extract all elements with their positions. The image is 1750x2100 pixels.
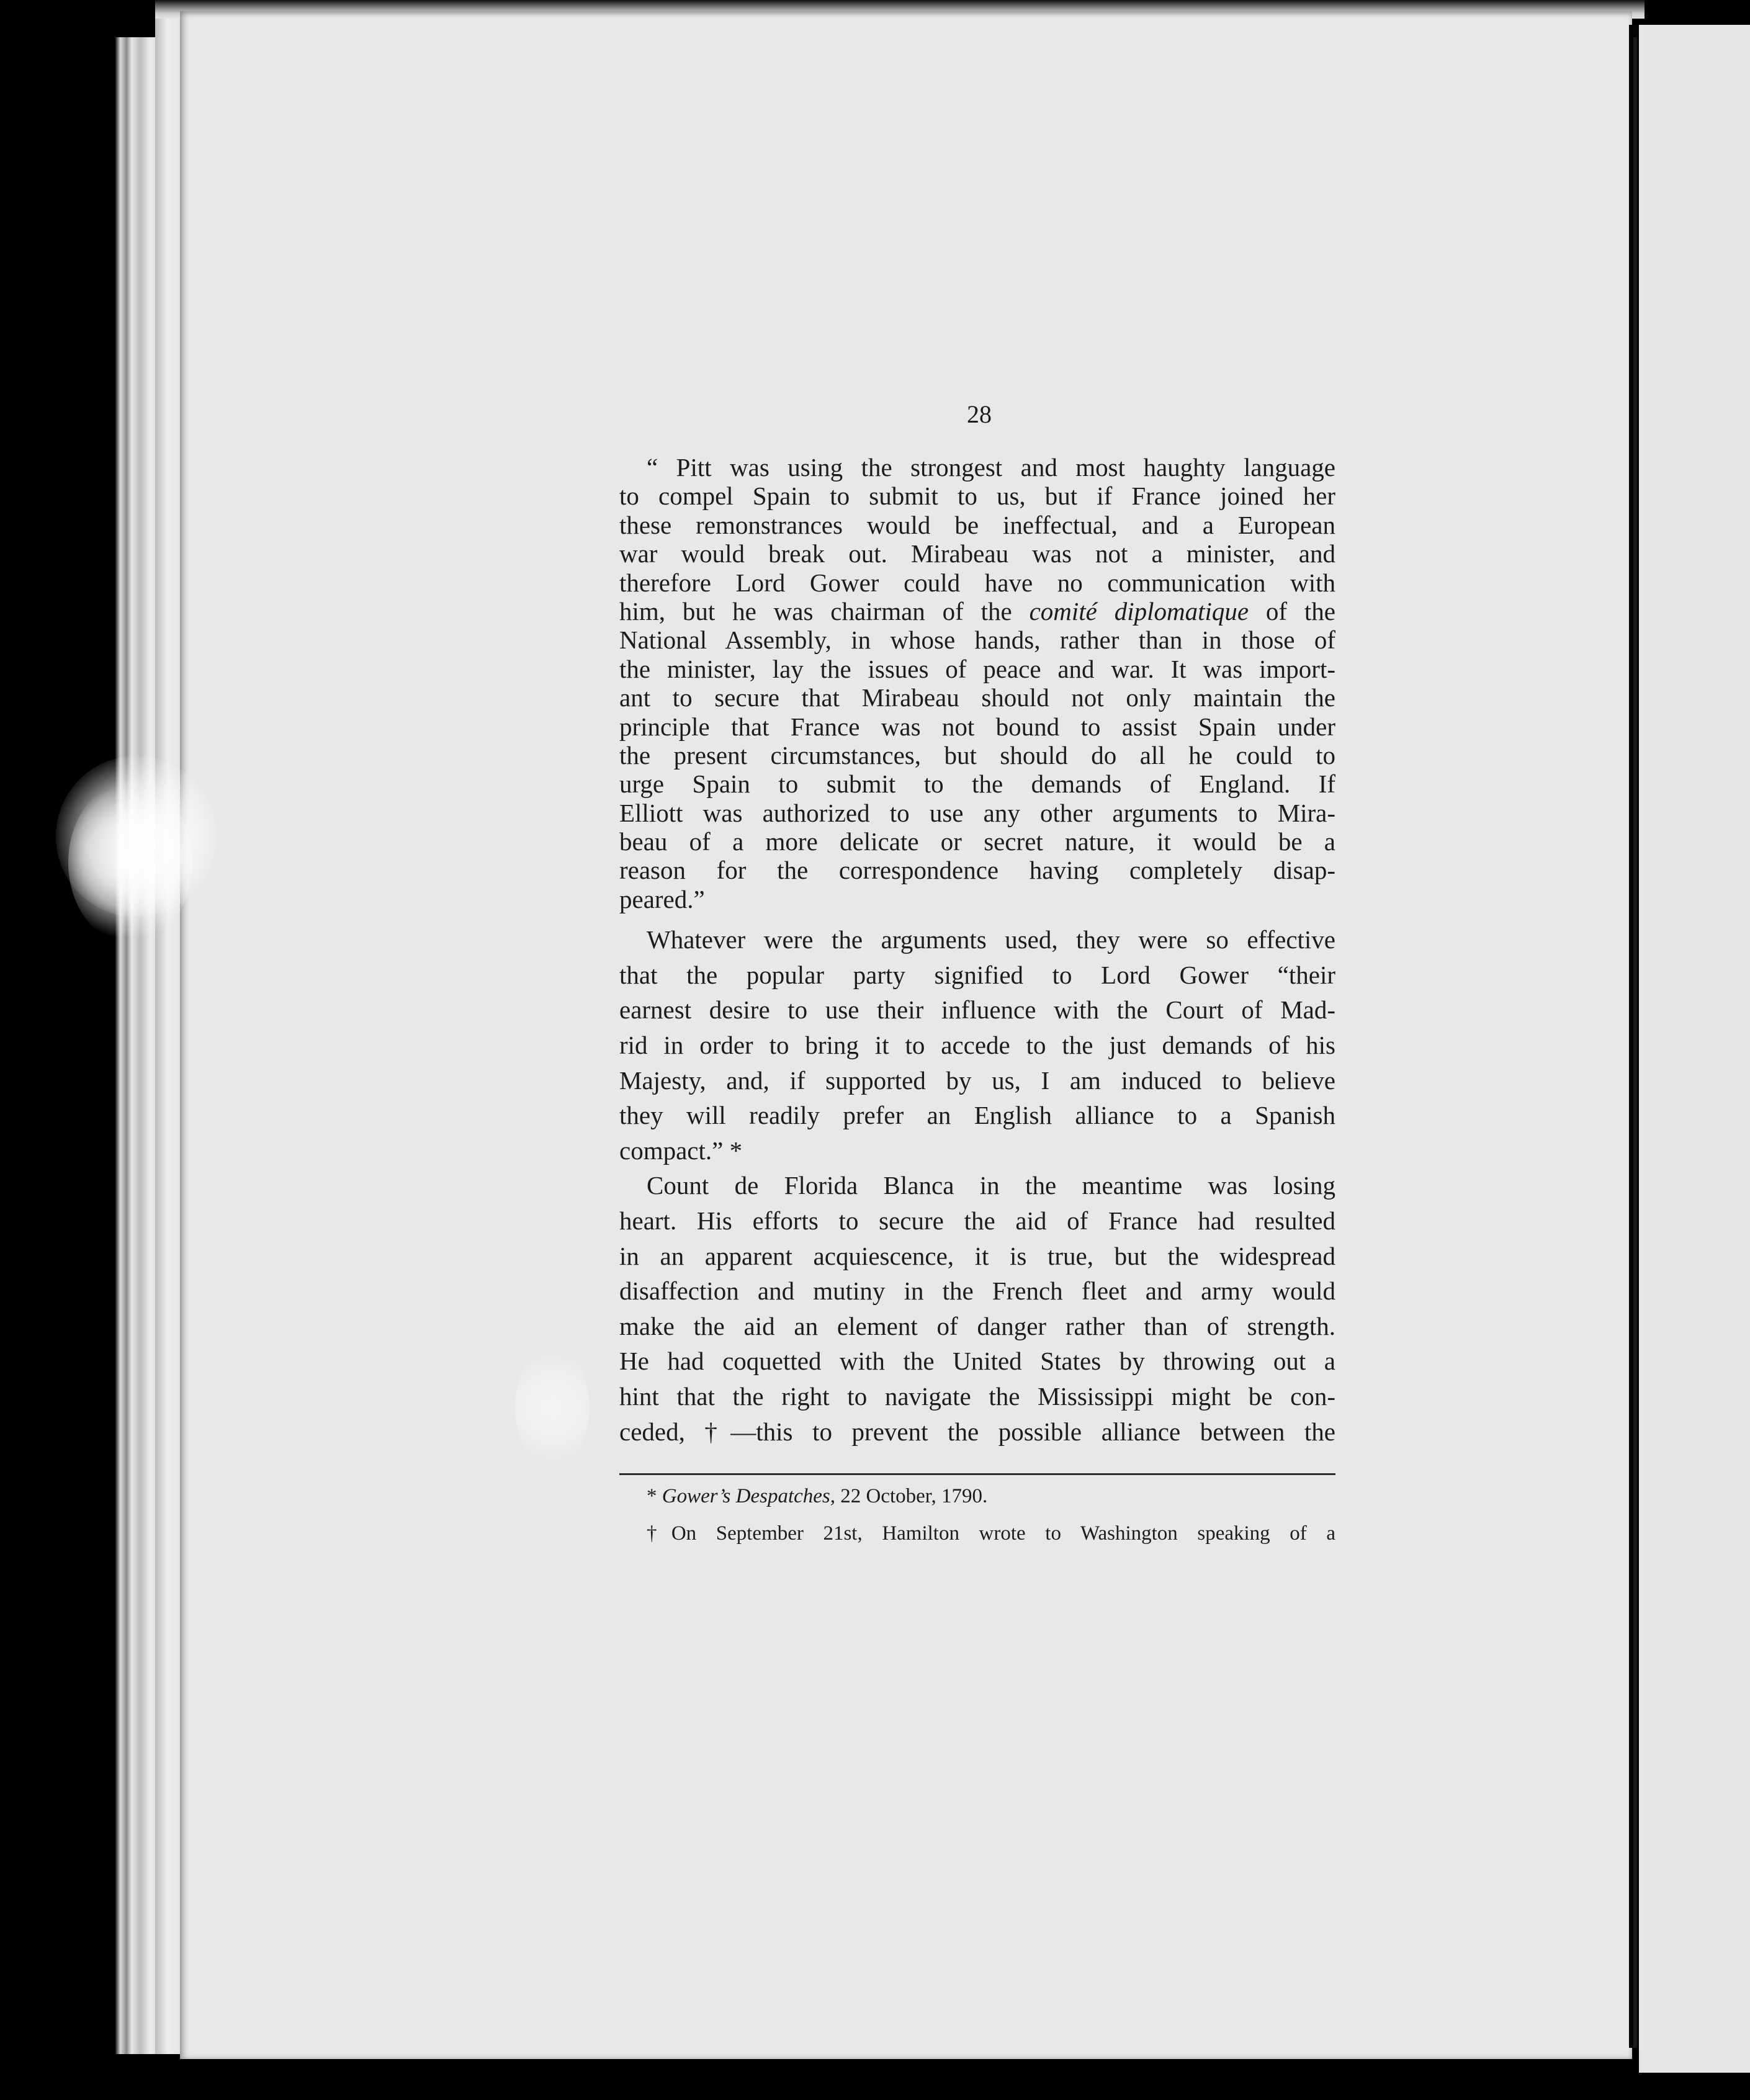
text-line: the present circumstances, but should do all he could to (619, 740, 1335, 770)
paper-spot (515, 1345, 590, 1470)
paragraph-quote (619, 453, 1335, 913)
italic-phrase: comité diplomatique (1029, 596, 1249, 626)
text-line: that the popular party signified to Lord Gower “their (619, 960, 1335, 989)
text-line: disaffection and mutiny in the French fleet and army would (619, 1277, 1335, 1306)
text-line: principle that France was not bound to assist Spain under (619, 712, 1335, 741)
text-line: earnest desire to use their influence with the Court of Mad- (619, 995, 1335, 1025)
text-line: these remonstrances would be ineffectual, and a European (619, 510, 1335, 539)
text-line: Elliott was authorized to use any other arguments to Mira- (619, 798, 1335, 827)
footnote-date: 22 October, 1790. (840, 1485, 988, 1507)
text-line: the minister, lay the issues of peace and war. It was import- (619, 654, 1335, 683)
body-text (619, 453, 1335, 1449)
text-line: Majesty, and, if supported by us, I am induced to believe (619, 1066, 1335, 1095)
text-line: make the aid an element of danger rather than of strength. (619, 1311, 1335, 1340)
text-line: Count de Florida Blanca in the meantime was losing (647, 1171, 1335, 1200)
footnote-divider (619, 1473, 1335, 1475)
text-fragment: him, but he was chairman of the (619, 596, 1012, 626)
text-line: rid in order to bring it to accede to the just demands of his (619, 1031, 1335, 1060)
spine-line (1633, 37, 1637, 2048)
footnote-source: Gower’s Despatches, (662, 1485, 836, 1507)
text-line: Whatever were the arguments used, they were so effective (647, 925, 1335, 954)
next-page-sliver (1639, 25, 1750, 2073)
text-line: they will readily prefer an English alliance to a Spanish (619, 1101, 1335, 1130)
paragraph (619, 922, 1335, 1168)
text-fragment: of the (1265, 596, 1335, 626)
text-line: reason for the correspondence having completely disap- (619, 856, 1335, 885)
text-line: to compel Spain to submit to us, but if France joined her (619, 482, 1335, 511)
text-line: peared.” (619, 884, 705, 913)
text-line: ceded, †—this to prevent the possible alliance between the (619, 1417, 1335, 1446)
text-line: compact.” * (619, 1136, 743, 1165)
text-line: National Assembly, in whose hands, rather than in those of (619, 626, 1335, 655)
text-line: heart. His efforts to secure the aid of France had resulted (619, 1206, 1335, 1235)
text-line: “ Pitt was using the strongest and most haughty language (647, 453, 1335, 482)
text-line: in an apparent acquiescence, it is true, but the widespread (619, 1241, 1335, 1270)
text-line: urge Spain to submit to the demands of England. If (619, 770, 1335, 799)
footnote-1 (619, 1482, 1335, 1510)
footnotes (619, 1482, 1335, 1548)
text-line-mixed (619, 597, 1335, 626)
footnote-marker: * (647, 1485, 657, 1507)
text-line: beau of a more delicate or secret nature, it would be a (619, 827, 1335, 856)
scan-blemish (68, 782, 192, 943)
text-line: hint that the right to navigate the Mississippi might be con- (619, 1381, 1335, 1411)
text-line: therefore Lord Gower could have no communication with (619, 568, 1335, 597)
page-number: 28 (967, 400, 992, 428)
text-line: He had coquetted with the United States by throwing out a (619, 1347, 1335, 1376)
paragraph (619, 1168, 1335, 1449)
text-line: ant to secure that Mirabeau should not only maintain the (619, 683, 1335, 712)
footnote-2: †On September 21st, Hamilton wrote to Washington speaking of a (647, 1522, 1335, 1545)
text-line: war would break out. Mirabeau was not a minister, and (619, 539, 1335, 568)
